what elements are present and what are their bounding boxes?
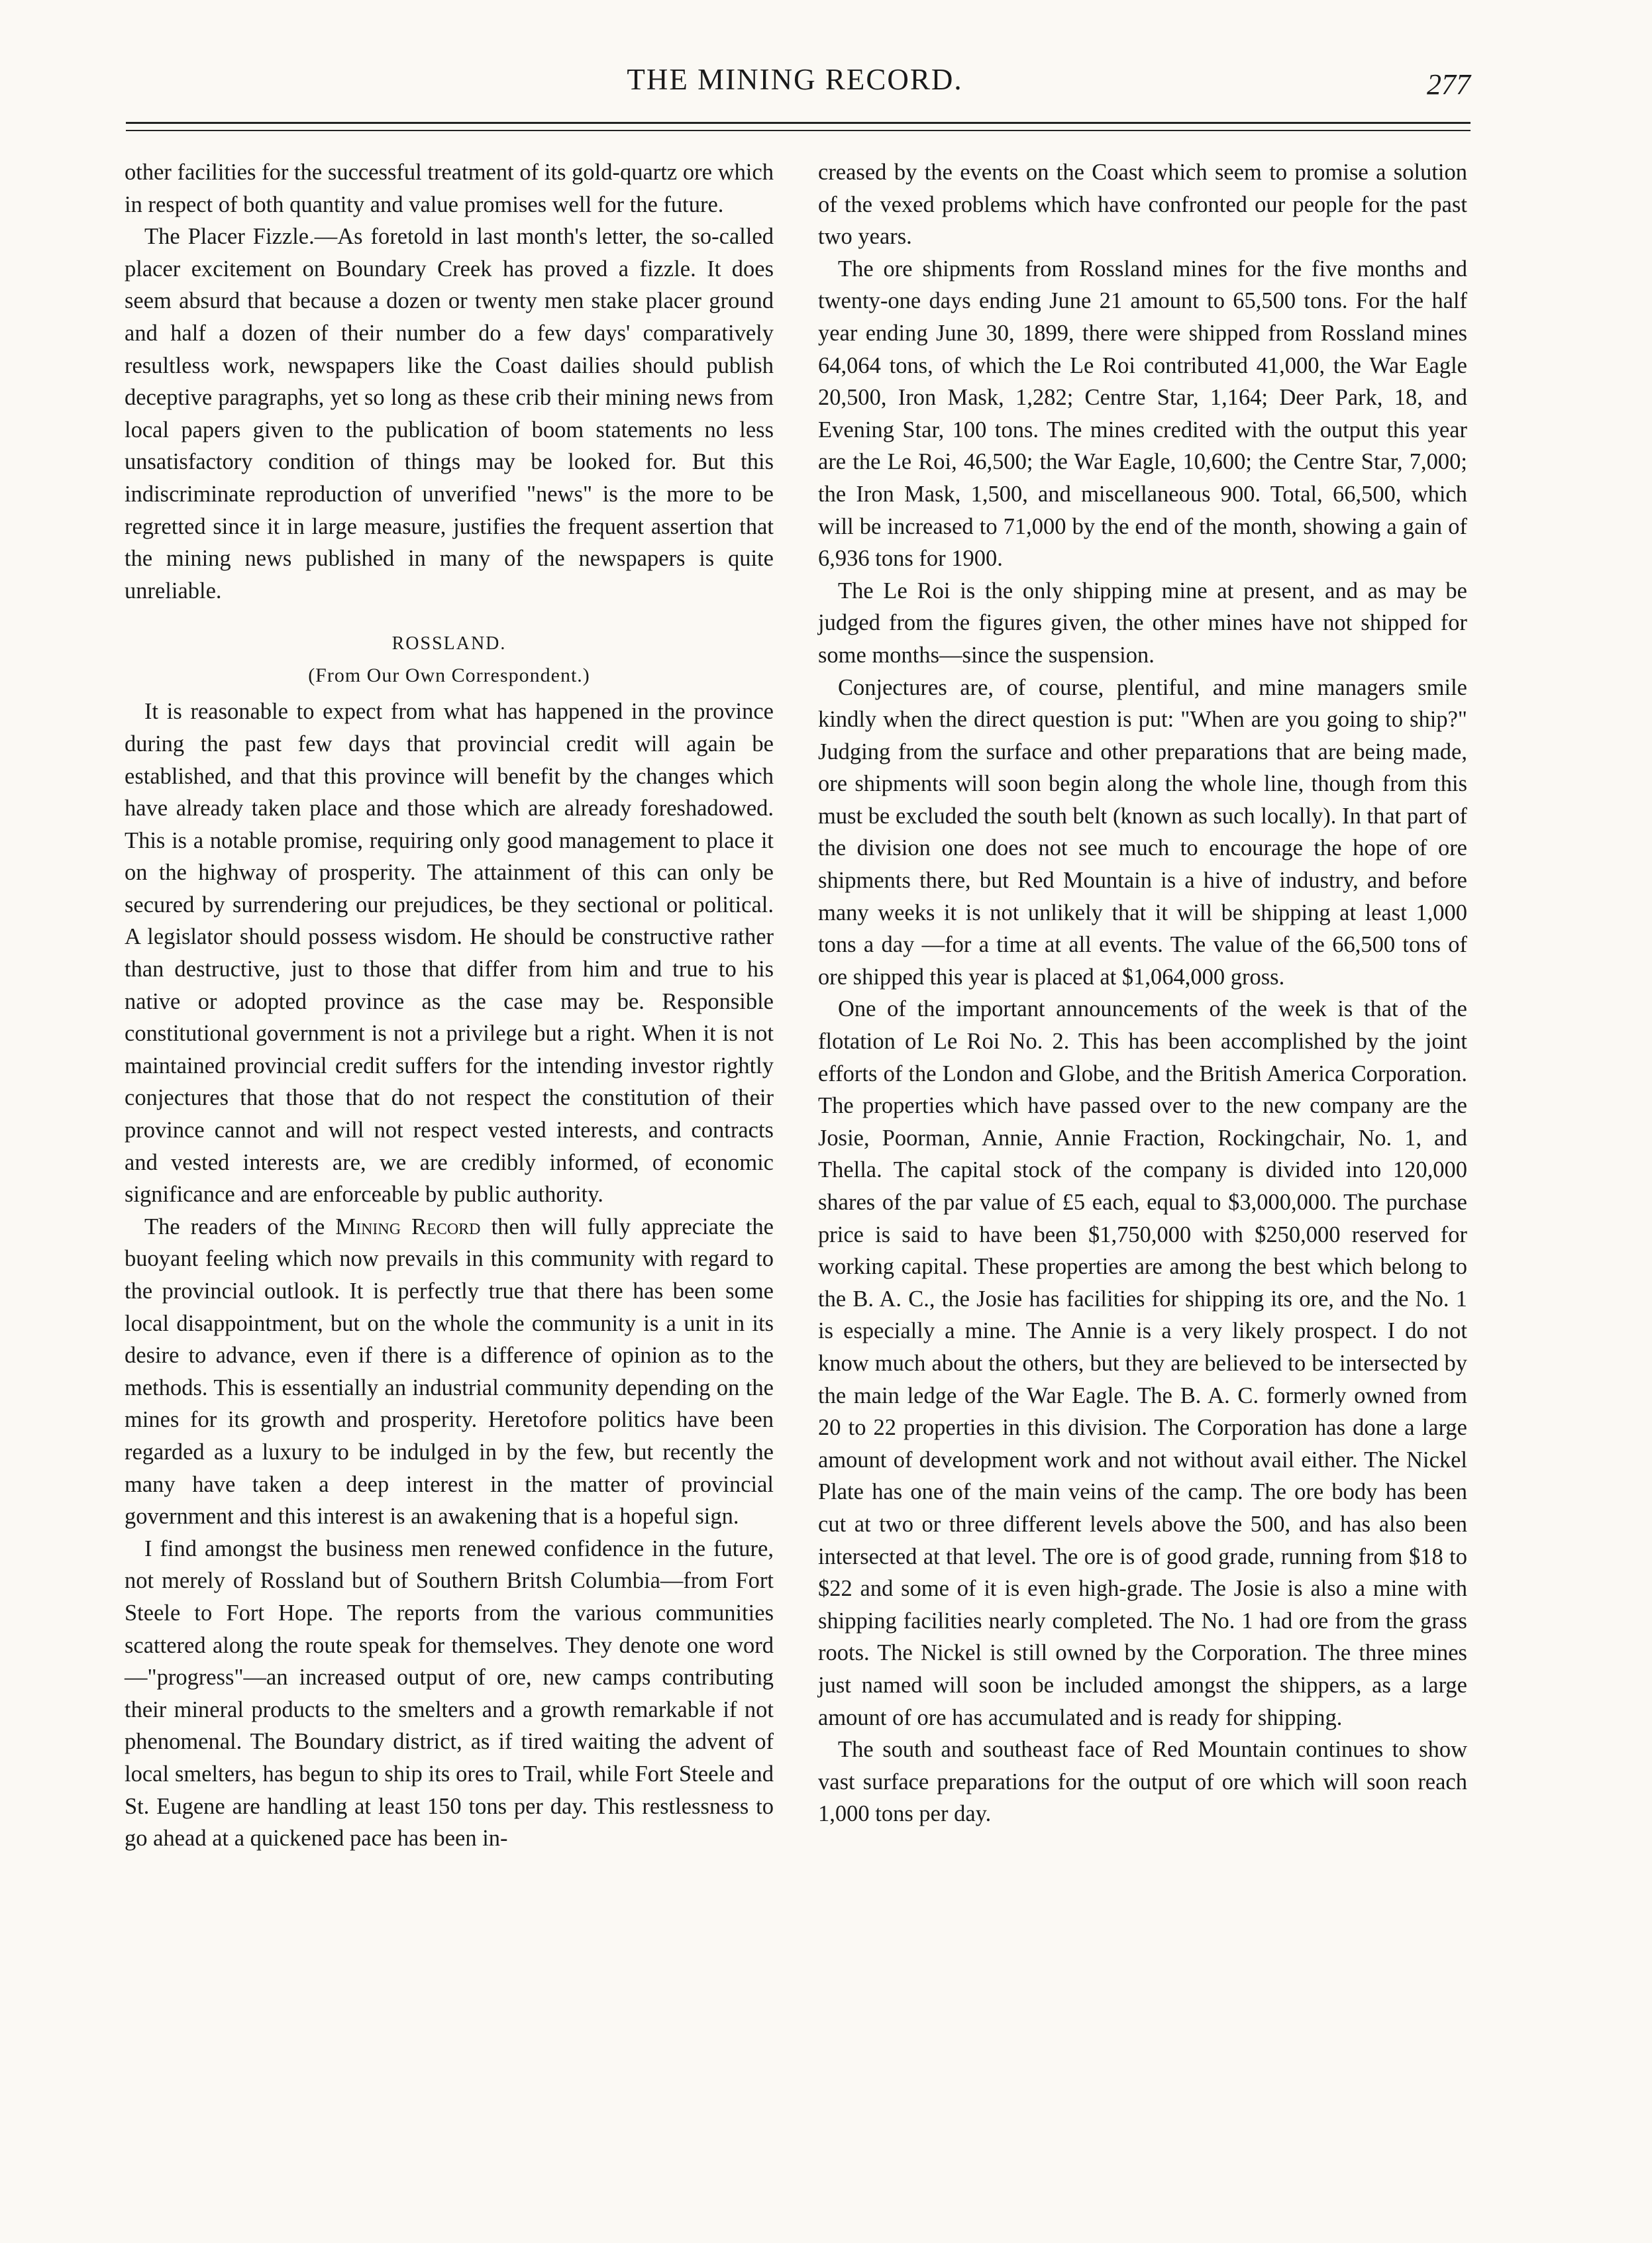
paragraph: The Le Roi is the only shipping mine at present, and as may be judged from the figures given, the other mines have not shipped for some months—since the suspension. — [818, 578, 1467, 668]
header-rule-bottom — [126, 130, 1471, 131]
section-subheading: (From Our Own Correspondent.) — [308, 664, 590, 687]
paragraph: creased by the events on the Coast which seem to promise a solution of the vexed problems which have confronted our people for the past two years. — [818, 160, 1467, 250]
paragraph: Conjectures are, of course, plentiful, and mine managers smile kindly when the direct question is put: "When are you going to ship?" Judging from the surface and other preparations that are being made, ore shipments will soon begin along the whole line, though from this must be excluded the south belt (known as such locally). In that part of the division one does not see much to encourage the hope of ore shipments there, but Red Mountain is a hive of industry, and before many weeks it is not unlikely that it will be shipping at least 1,000 tons a day —for a time at all events. The value of the 66,500 tons of ore shipped this year is placed at $1,064,000 gross. — [818, 674, 1467, 990]
journal-title: THE MINING RECORD. — [627, 63, 963, 96]
paragraph: The ore shipments from Rossland mines for the five months and twenty-one days ending June 21 amount to 65,500 tons. For the half year ending June 30, 1899, there were shipped from Rossland mines 64,064 tons, of which the Le Roi contributed 41,000, the War Eagle 20,500, Iron Mask, 1,282; Centre Star, 1,164; Deer Park, 18, and Evening Star, 100 tons. The mines credited with the output this year are the Le Roi, 46,500; the War Eagle, 10,600; the Centre Star, 7,000; the Iron Mask, 1,500, and miscellaneous 900. Total, 66,500, which will be increased to 71,000 by the end of the month, showing a gain of 6,936 tons for 1900. — [818, 256, 1467, 572]
page-number: 277 — [1427, 68, 1471, 101]
paragraph: The Placer Fizzle.—As foretold in last month's letter, the so-called placer excitement on Boundary Creek has proved a fizzle. It does seem absurd that because a dozen or twenty men stake placer ground and half a dozen of their number do a few days' comparatively resultless work, newspapers like the Coast dailies should publish deceptive paragraphs, yet so long as these crib their mining news from local papers given to the publication of boom statements no less unsatisfactory condition of things may be looked for. But this indiscriminate reproduction of unverified "news" is the more to be regretted since it in large measure, justifies the frequent assertion that the mining news published in many of the newspapers is quite unreliable. — [125, 224, 774, 603]
paragraph — [125, 1211, 774, 1533]
journal-name: Mining Record — [335, 1214, 481, 1239]
page-header — [119, 60, 1471, 113]
section-heading: ROSSLAND. — [391, 633, 507, 654]
paragraph-text: The readers of the — [144, 1214, 336, 1239]
paragraph: One of the important announcements of the week is that of the flotation of Le Roi No. 2. This has been accomplished by the joint efforts of the London and Globe, and the British America Corporation. The properties which have passed over to the new company are the Josie, Poorman, Annie, Annie Fraction, Rockingchair, No. 1, and Thella. The capital stock of the company is divided into 120,000 shares of the par value of £5 each, equal to $3,000,000. The purchase price is said to have been $1,750,000 with $250,000 reserved for working capital. These properties are among the best which belong to the B. A. C., the Josie has facilities for shipping its ore, and the No. 1 is especially a mine. The Annie is a very likely prospect. I do not know much about the others, but they are believed to be intersected by the main ledge of the War Eagle. The B. A. C. formerly owned from 20 to 22 properties in this division. The Corporation has done a large amount of development work and not without avail either. The Nickel Plate has one of the main veins of the camp. The ore body has been cut at two or three different levels above the 500, and has also been intersected at that level. The ore is of good grade, running from $18 to $22 and some of it is even high-grade. The Josie is also a mine with shipping facilities nearly completed. The No. 1 had ore from the grass roots. The Nickel is still owned by the Corporation. The three mines just named will soon be included amongst the shippers, as a large amount of ore has accumulated and is ready for shipping. — [818, 996, 1467, 1730]
paragraph-text: then will fully appreciate the buoyant feeling which now prevails in this community with regard to the provincial outlook. It is perfectly true that there has been some local disappointment, but on the whole the community is a unit in its desire to advance, even if there is a difference of opinion as to the methods. This is essentially an industrial community depending on the mines for its growth and prosperity. Heretofore politics have been regarded as a luxury to be indulged in by the few, but recently the many have taken a deep interest in the matter of provincial government and this interest is an awakening that is a hopeful sign. — [125, 1214, 774, 1530]
paragraph: The south and southeast face of Red Mountain continues to show vast surface preparations for the output of ore which will soon reach 1,000 tons per day. — [818, 1737, 1467, 1827]
right-column — [818, 156, 1467, 1830]
header-rule-top — [126, 122, 1471, 124]
paragraph: other facilities for the successful treatment of its gold-quartz ore which in respect of both quantity and value promises well for the future. — [125, 160, 774, 217]
paragraph: I find amongst the business men renewed confidence in the future, not merely of Rossland but of Southern Britsh Columbia—from Fort Steele to Fort Hope. The reports from the various communities scattered along the route speak for themselves. They denote one word—"progress"—an increased output of ore, new camps contributing their mineral products to the smelters and a growth remarkable if not phenomenal. The Boundary district, as if tired waiting the advent of local smelters, has begun to ship its ores to Trail, while Fort Steele and St. Eugene are handling at least 150 tons per day. This restlessness to go ahead at a quickened pace has been in- — [125, 1536, 774, 1852]
left-column — [125, 156, 774, 1855]
paragraph: It is reasonable to expect from what has happened in the province during the past few days that provincial credit will again be established, and that this province will benefit by the changes which have already taken place and those which are already foreshadowed. This is a notable promise, requiring only good management to place it on the highway of prosperity. The attainment of this can only be secured by surrendering our prejudices, be they sectional or political. A legislator should possess wisdom. He should be constructive rather than destructive, just to those that differ from him and true to his native or adopted province as the case may be. Responsible constitutional government is not a privilege but a right. When it is not maintained provincial credit suffers for the intending investor rightly conjectures that those that do not respect the constitution of their province cannot and will not respect vested interests, and contracts and vested interests are, we are credibly informed, of economic significance and are enforceable by public authority. — [125, 699, 774, 1208]
